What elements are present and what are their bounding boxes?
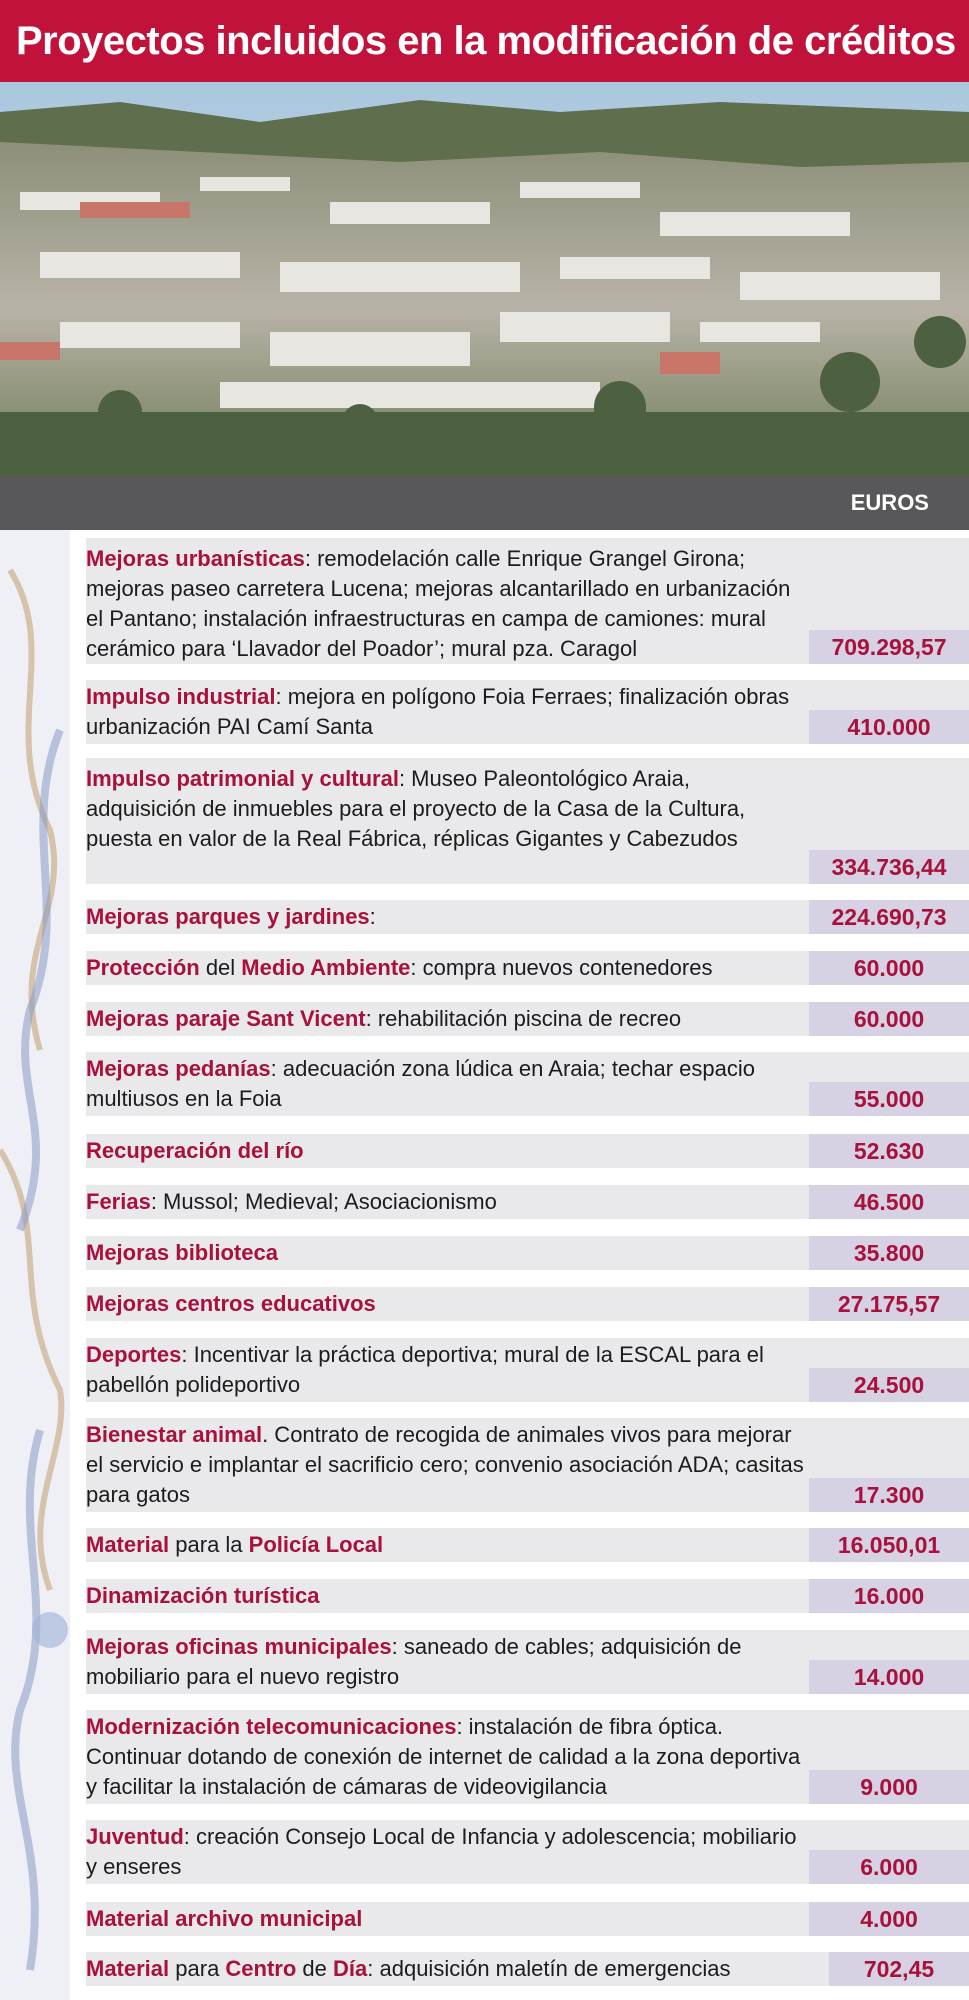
table-row: [86, 1052, 969, 1116]
project-name: Material: [86, 1532, 170, 1557]
project-name: Juventud: [86, 1824, 184, 1849]
amount-value: 46.500: [809, 1185, 969, 1219]
banknote-decoration: [0, 530, 70, 2000]
table-row: [86, 900, 969, 934]
title-bar: [0, 0, 969, 82]
project-name: Mejoras paraje Sant Vicent: [86, 1006, 366, 1031]
amount-value: 4.000: [809, 1902, 969, 1936]
project-name: Mejoras centros educativos: [86, 1291, 376, 1316]
project-name: Material: [86, 1956, 170, 1981]
project-description: Material para Centro de Día: adquisición maletín de emergencias: [86, 1956, 731, 1981]
project-description: [86, 1238, 806, 1268]
table-row: [86, 680, 969, 744]
project-description: [86, 1904, 806, 1934]
table-row: [86, 1528, 969, 1562]
project-name: Mejoras pedanías: [86, 1056, 271, 1081]
project-description: Modernización telecomunicaciones: instalación de fibra óptica. Continuar dotando de conexión de internet de calidad a la zona deportiva y facilitar la instalación de cámaras de videovigilancia: [86, 1714, 801, 1799]
table-row: [86, 1338, 969, 1402]
amount-value: 224.690,73: [809, 900, 969, 934]
project-name: Mejoras urbanísticas: [86, 546, 305, 571]
table-row: [86, 1236, 969, 1270]
project-name: Bienestar animal: [86, 1422, 263, 1447]
amount-value: 52.630: [809, 1134, 969, 1168]
table-row: [86, 1902, 969, 1936]
project-name: Dinamización turística: [86, 1583, 320, 1608]
project-description: [86, 1289, 806, 1319]
project-name: Material archivo municipal: [86, 1906, 363, 1931]
project-name: Impulso patrimonial y cultural: [86, 766, 399, 791]
table-row: [86, 1579, 969, 1613]
project-name: Mejoras parques y jardines: [86, 904, 370, 929]
project-description: Bienestar animal. Contrato de recogida de animales vivos para mejorar el servicio e implantar el sacrificio cero; convenio asociación ADA; casitas para gatos: [86, 1422, 804, 1507]
table-row: [86, 1710, 969, 1804]
amount-value: 16.050,01: [809, 1528, 969, 1562]
project-description: Mejoras parques y jardines:: [86, 904, 376, 929]
unit-header: [0, 476, 969, 530]
amount-value: 16.000: [809, 1579, 969, 1613]
project-name: Ferias: [86, 1189, 151, 1214]
amount-value: 27.175,57: [809, 1287, 969, 1321]
project-description: Impulso industrial: mejora en polígono Foia Ferraes; finalización obras urbanización PAI Camí Santa: [86, 684, 790, 739]
amount-value: 14.000: [809, 1660, 969, 1694]
project-description: [86, 1136, 806, 1166]
table-row: [86, 951, 969, 985]
project-name: Recuperación del río: [86, 1138, 304, 1163]
table-row: [86, 538, 969, 664]
table-row: [86, 1418, 969, 1512]
amount-value: 17.300: [809, 1478, 969, 1512]
project-description: [86, 1581, 806, 1611]
project-name: Mejoras biblioteca: [86, 1240, 278, 1265]
page-title: Proyectos incluidos en la modificación de créditos: [16, 18, 956, 63]
amount-value: 60.000: [809, 1002, 969, 1036]
amount-value: 24.500: [809, 1368, 969, 1402]
table-row: [86, 1287, 969, 1321]
project-description: Protección del Medio Ambiente: compra nuevos contenedores: [86, 955, 713, 980]
table-row: [86, 1820, 969, 1884]
amount-value: 35.800: [809, 1236, 969, 1270]
project-description: Ferias: Mussol; Medieval; Asociacionismo: [86, 1189, 497, 1214]
amount-value: 709.298,57: [809, 630, 969, 664]
amount-value: 55.000: [809, 1082, 969, 1116]
table-row: [86, 1002, 969, 1036]
project-description: Mejoras oficinas municipales: saneado de cables; adquisición de mobiliario para el nuevo registro: [86, 1634, 742, 1689]
project-name: Deportes: [86, 1342, 182, 1367]
project-description: Mejoras urbanísticas: remodelación calle Enrique Grangel Girona; mejoras paseo carretera Lucena; mejoras alcantarillado en urbanización el Pantano; instalación infraestructuras en campa de camiones: mural cerámico para ‘Llavador del Poador’; mural pza. Caragol: [86, 546, 791, 661]
table-row: [86, 758, 969, 884]
table-row: [86, 1952, 969, 1986]
project-description: Mejoras pedanías: adecuación zona lúdica en Araia; techar espacio multiusos en la Foia: [86, 1056, 755, 1111]
project-description: Deportes: Incentivar la práctica deportiva; mural de la ESCAL para el pabellón polideportivo: [86, 1342, 764, 1397]
table-row: [86, 1185, 969, 1219]
amount-value: 702,45: [829, 1952, 969, 1986]
table-row: [86, 1134, 969, 1168]
amount-value: 60.000: [809, 951, 969, 985]
project-description: Mejoras paraje Sant Vicent: rehabilitación piscina de recreo: [86, 1006, 682, 1031]
table-row: [86, 1630, 969, 1694]
project-description: Juventud: creación Consejo Local de Infancia y adolescencia; mobiliario y enseres: [86, 1824, 797, 1879]
project-description: Impulso patrimonial y cultural: Museo Paleontológico Araia, adquisición de inmuebles para el proyecto de la Casa de la Cultura, puesta en valor de la Real Fábrica, réplicas Gigantes y Cabezudos: [86, 766, 746, 851]
project-name: Mejoras oficinas municipales: [86, 1634, 392, 1659]
amount-value: 9.000: [809, 1770, 969, 1804]
industrial-area-photo: [0, 82, 969, 476]
amount-value: 410.000: [809, 710, 969, 744]
amount-value: 6.000: [809, 1850, 969, 1884]
project-name: Protección: [86, 955, 200, 980]
project-name: Impulso industrial: [86, 684, 276, 709]
unit-label: EUROS: [850, 490, 929, 515]
project-description: Material para la Policía Local: [86, 1532, 384, 1557]
amount-value: 334.736,44: [809, 850, 969, 884]
project-name: Modernización telecomunicaciones: [86, 1714, 457, 1739]
